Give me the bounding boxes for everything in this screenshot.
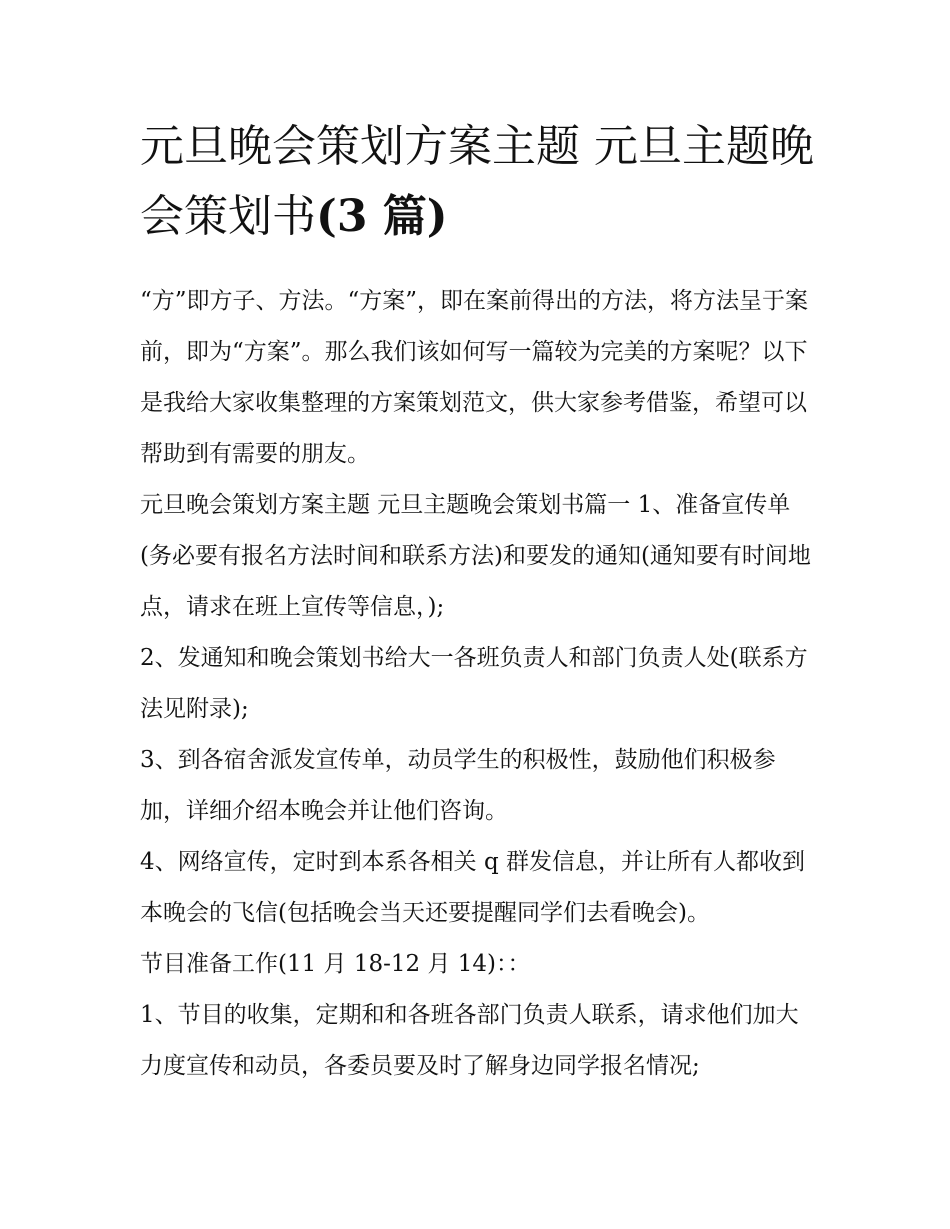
document-body (140, 276, 820, 1092)
paragraph-item-4: 4、网络宣传，定时到本系各相关 q 群发信息，并让所有人都收到本晚会的飞信(包括晚会当天还要提醒同学们去看晚会)。 (140, 849, 805, 926)
paragraph-intro: “方”即方子、方法。“方案”，即在案前得出的方法，将方法呈于案前，即为“方案”。那么我们该如何写一篇较为完美的方案呢？以下是我给大家收集整理的方案策划范文，供大家参考借鉴，希望可以帮助到有需要的朋友。 (140, 288, 809, 467)
title-main: 元旦晚会策划方案主题 元旦主题晚会策划书 (140, 121, 814, 242)
document-title (140, 112, 820, 252)
title-suffix: (3 篇) (316, 191, 448, 242)
paragraph-item-3: 3、到各宿舍派发宣传单，动员学生的积极性，鼓励他们积极参加，详细介绍本晚会并让他们咨询。 (140, 747, 776, 824)
paragraph-section-one: 元旦晚会策划方案主题 元旦主题晚会策划书篇一 1、准备宣传单(务必要有报名方法时间和联系方法)和要发的通知(通知要有时间地点，请求在班上宣传等信息，); (140, 492, 811, 620)
paragraph-item-2: 2、发通知和晚会策划书给大一各班负责人和部门负责人处(联系方法见附录); (140, 645, 808, 722)
paragraph-program-prep: 节目准备工作(11 月 18-12 月 14)：： (140, 951, 531, 977)
paragraph-program-item-1: 1、节目的收集，定期和和各班各部门负责人联系，请求他们加大力度宣传和动员，各委员要及时了解身边同学报名情况; (140, 1002, 799, 1079)
